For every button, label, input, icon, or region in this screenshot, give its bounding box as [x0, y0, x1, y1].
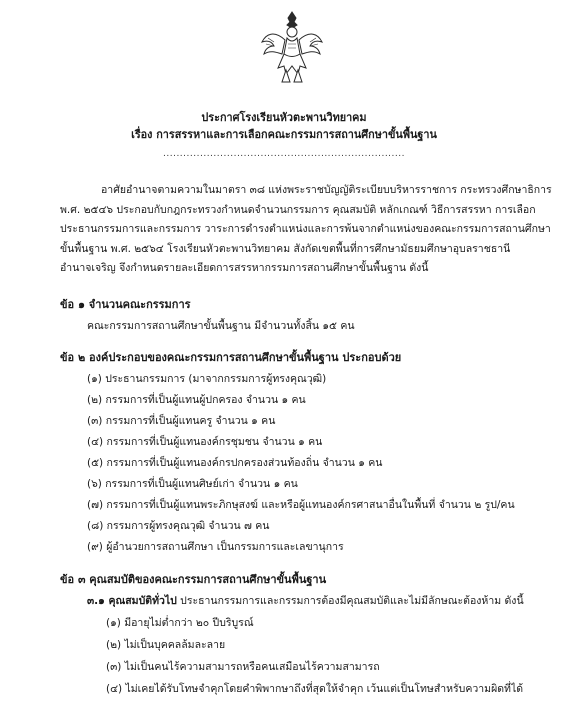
intro-line: อาศัยอำนาจตามความในมาตรา ๓๘ แห่งพระราชบัญญัติระเบียบบริหารราชการ กระทรวงศึกษาธิการ — [101, 184, 552, 196]
intro-line: ขั้นพื้นฐาน พ.ศ. ๒๕๖๔ โรงเรียนหัวตะพานวิทยาคม สังกัดเขตพื้นที่การศึกษามัธยมศึกษาอุบลราชธานี — [60, 243, 511, 255]
title-separator: ........................................................................ — [163, 149, 405, 159]
composition-item: (๕) กรรมการที่เป็นผู้แทนองค์กรปกครองส่วนท้องถิ่น จำนวน ๑ คน — [87, 457, 383, 469]
composition-item: (๔) กรรมการที่เป็นผู้แทนองค์กรชุมชน จำนวน ๑ คน — [87, 436, 323, 448]
qualification-item: (๓) ไม่เป็นคนไร้ความสามารถหรือคนเสมือนไร้ความสามารถ — [106, 661, 380, 673]
announcement-title: ประกาศโรงเรียนหัวตะพานวิทยาคม — [201, 111, 367, 124]
qualification-item: (๑) มีอายุไม่ต่ำกว่า ๒๐ ปีบริบูรณ์ — [106, 617, 254, 629]
qualification-item: (๔) ไม่เคยได้รับโทษจำคุกโดยคำพิพากษาถึงที่สุดให้จำคุก เว้นแต่เป็นโทษสำหรับความผิดที่ได้ — [106, 683, 524, 695]
section-1-heading: ข้อ ๑ จำนวนคณะกรรมการ — [60, 298, 191, 311]
composition-item: (๓) กรรมการที่เป็นผู้แทนครู จำนวน ๑ คน — [87, 415, 276, 427]
section-3-1-line — [87, 594, 524, 608]
section-3-1-label: ๓.๑ คุณสมบัติทั่วไป — [87, 595, 177, 607]
section-2-heading: ข้อ ๒ องค์ประกอบของคณะกรรมการสถานศึกษาขั้นพื้นฐาน ประกอบด้วย — [60, 351, 402, 364]
composition-item: (๙) ผู้อำนวยการสถานศึกษา เป็นกรรมการและเลขานุการ — [87, 541, 344, 553]
intro-line: ประธานกรรมการและกรรมการ วาระการดำรงตำแหน่งและการพ้นจากตำแหน่งของคณะกรรมการสถานศึกษา — [60, 223, 551, 235]
composition-item: (๖) กรรมการที่เป็นผู้แทนศิษย์เก่า จำนวน ๑ คน — [87, 478, 298, 490]
composition-item: (๒) กรรมการที่เป็นผู้แทนผู้ปกครอง จำนวน ๑ คน — [87, 394, 306, 406]
composition-item: (๗) กรรมการที่เป็นผู้แทนพระภิกษุสงฆ์ และหรือผู้แทนองค์กรศาสนาอื่นในพื้นที่ จำนวน ๒ รูป/คน — [87, 499, 515, 511]
section-1-text: คณะกรรมการสถานศึกษาขั้นพื้นฐาน มีจำนวนทั้งสิ้น ๑๕ คน — [87, 320, 355, 332]
announcement-subject: เรื่อง การสรรหาและการเลือกคณะกรรมการสถานศึกษาขั้นพื้นฐาน — [131, 128, 437, 141]
section-3-1-text: ประธานกรรมการและกรรมการต้องมีคุณสมบัติและไม่มีลักษณะต้องห้าม ดังนี้ — [176, 595, 524, 607]
garuda-emblem-icon — [260, 8, 324, 88]
intro-line: พ.ศ. ๒๕๔๖ ประกอบกับกฎกระทรวงกำหนดจำนวนกรรมการ คุณสมบัติ หลักเกณฑ์ วิธีการสรรหา การเลือก — [60, 204, 536, 216]
qualification-item: (๒) ไม่เป็นบุคคลล้มละลาย — [106, 639, 226, 651]
composition-item: (๘) กรรมการผู้ทรงคุณวุฒิ จำนวน ๗ คน — [87, 520, 270, 532]
intro-line: อำนาจเจริญ จึงกำหนดรายละเอียดการสรรหากรรมการสถานศึกษาขั้นพื้นฐาน ดังนี้ — [60, 262, 429, 274]
section-3-heading: ข้อ ๓ คุณสมบัติของคณะกรรมการสถานศึกษาขั้นพื้นฐาน — [60, 573, 327, 586]
composition-item: (๑) ประธานกรรมการ (มาจากกรรมการผู้ทรงคุณวุฒิ) — [87, 373, 327, 385]
